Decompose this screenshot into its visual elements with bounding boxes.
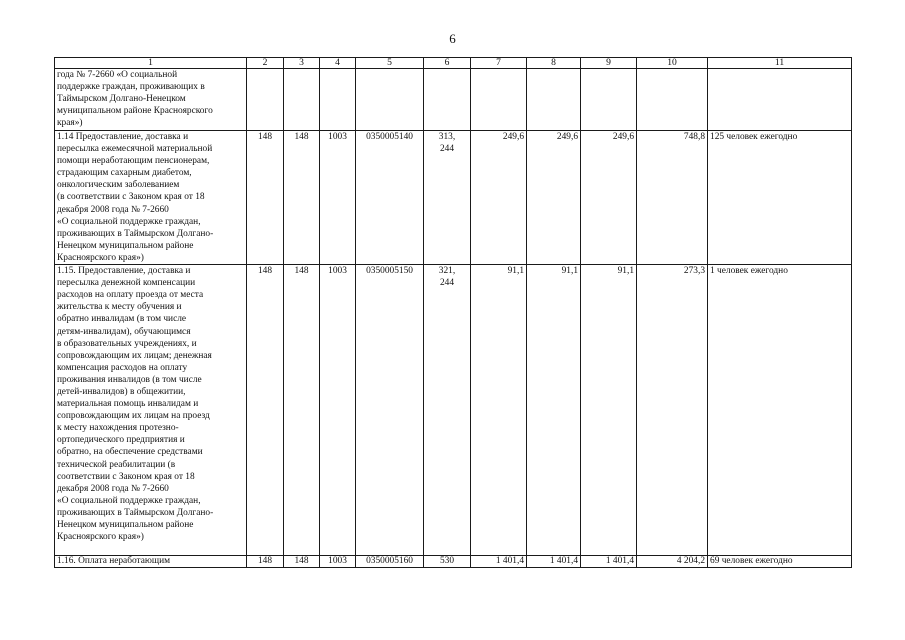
cell-c5: 0350005140 (356, 131, 424, 265)
cell-c4 (320, 69, 356, 131)
cell-c7: 91,1 (471, 265, 527, 556)
cell-c11: 1 человек ежегодно (708, 265, 852, 556)
table-row (55, 69, 852, 131)
cell-c2: 148 (247, 131, 284, 265)
column-header: 5 (356, 58, 424, 69)
column-header: 9 (581, 58, 637, 69)
cell-c11: 125 человек ежегодно (708, 131, 852, 265)
cell-c6 (424, 69, 471, 131)
column-header: 7 (471, 58, 527, 69)
cell-c4: 1003 (320, 265, 356, 556)
cell-c2 (247, 69, 284, 131)
measure-description: 1.14 Предоставление, доставка и пересылка ежемесячной материальной помощи неработающим пенсионерам, страдающим сахарным диабетом, онкологическим заболеванием (в соответствии с Законом края от 18 декабря 2008 года № 7-2660 «О социальной поддержке граждан, проживающих в Таймырском Долгано- Ненецком муниципальном районе Красноярского края») (55, 131, 247, 265)
cell-c6: 530 (424, 556, 471, 568)
cell-c9 (581, 69, 637, 131)
cell-c3: 148 (284, 556, 320, 568)
cell-c10: 273,3 (637, 265, 708, 556)
cell-c10: 748,8 (637, 131, 708, 265)
cell-c11: 69 человек ежегодно (708, 556, 852, 568)
measure-description: 1.16. Оплата неработающим (55, 556, 247, 568)
column-header: 8 (527, 58, 581, 69)
measure-description: года № 7-2660 «О социальной поддержке граждан, проживающих в Таймырском Долгано-Ненецком муниципальном районе Красноярского края») (55, 69, 247, 131)
cell-c5: 0350005160 (356, 556, 424, 568)
cell-c10: 4 204,2 (637, 556, 708, 568)
cell-c7 (471, 69, 527, 131)
cell-c8: 1 401,4 (527, 556, 581, 568)
page-number: 6 (449, 31, 456, 46)
table-row (55, 265, 852, 556)
cell-c2: 148 (247, 556, 284, 568)
measure-description: 1.15. Предоставление, доставка и пересылка денежной компенсации расходов на оплату проезда от места жительства к месту обучения и обратно инвалидам (в том числе детям-инвалидам), обучающимся в образовательных учреждениях, и сопровождающим их лицам; денежная компенсация расходов на оплату проживания инвалидов (в том числе детей-инвалидов) в общежитии, материальная помощь инвалидам и сопровождающим их лицам на проезд к месту нахождения протезно- ортопедического предприятия и обратно, на обеспечение средствами технической реабилитации (в соответствии с Законом края от 18 декабря 2008 года № 7-2660 «О социальной поддержке граждан, проживающих в Таймырском Долгано- Ненецком муниципальном районе Красноярского края») (55, 265, 247, 556)
cell-c9: 1 401,4 (581, 556, 637, 568)
cell-c8: 249,6 (527, 131, 581, 265)
cell-c5 (356, 69, 424, 131)
cell-c3: 148 (284, 265, 320, 556)
table-row (55, 131, 852, 265)
cell-c9: 249,6 (581, 131, 637, 265)
cell-c9: 91,1 (581, 265, 637, 556)
column-header: 2 (247, 58, 284, 69)
cell-c11 (708, 69, 852, 131)
cell-c4: 1003 (320, 556, 356, 568)
cell-c5: 0350005150 (356, 265, 424, 556)
column-header: 10 (637, 58, 708, 69)
cell-c8: 91,1 (527, 265, 581, 556)
cell-c6: 321, 244 (424, 265, 471, 556)
column-header: 3 (284, 58, 320, 69)
budget-table (54, 57, 852, 568)
cell-c2: 148 (247, 265, 284, 556)
cell-c6: 313, 244 (424, 131, 471, 265)
column-header: 4 (320, 58, 356, 69)
column-header: 11 (708, 58, 852, 69)
column-header: 1 (55, 58, 247, 69)
cell-c8 (527, 69, 581, 131)
cell-c3 (284, 69, 320, 131)
table-row (55, 556, 852, 568)
cell-c7: 249,6 (471, 131, 527, 265)
cell-c4: 1003 (320, 131, 356, 265)
cell-c3: 148 (284, 131, 320, 265)
cell-c10 (637, 69, 708, 131)
cell-c7: 1 401,4 (471, 556, 527, 568)
column-header: 6 (424, 58, 471, 69)
column-number-row (55, 58, 852, 69)
